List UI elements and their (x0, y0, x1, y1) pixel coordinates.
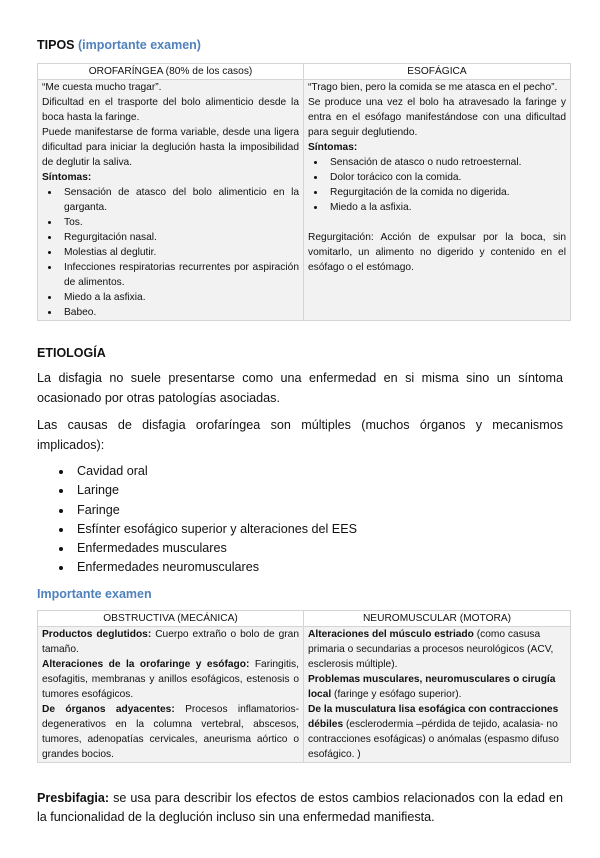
definition: Regurgitación: Acción de expulsar por la boca, sin vomitarlo, un alimento no digerido y contenido en el esófago o el estómago. (308, 232, 566, 273)
description: se usa para describir los efectos de estos cambios relacionados con la edad en la funcionalidad de la deglución incluso sin una enfermedad manifiesta. (37, 790, 563, 825)
paragraph: Puede manifestarse de forma variable, desde una ligera dificultad para iniciar la deglución hasta la imposibilidad de deglutir la saliva. (42, 127, 299, 168)
cell-obstructiva (38, 626, 304, 762)
list-item: • Miedo a la asfixia. (326, 200, 566, 215)
causes-list (37, 462, 563, 578)
term: Alteraciones de la orofaringe y esófago: (42, 658, 250, 670)
term: De la musculatura lisa esofágica con contracciones débiles (308, 703, 559, 730)
list-item: • Sensación de atasco o nudo retroesternal. (326, 155, 566, 170)
quote: “Trago bien, pero la comida se me atasca en el pecho”. (308, 82, 558, 93)
term: Alteraciones del músculo estriado (308, 628, 474, 640)
header-neuromuscular: NEUROMUSCULAR (MOTORA) (304, 610, 571, 626)
list-item: • Laringe (73, 481, 563, 500)
symptoms-label: Síntomas: (42, 172, 92, 183)
quote: “Me cuesta mucho tragar”. (42, 82, 162, 93)
term: De órganos adyacentes: (42, 703, 175, 715)
paragraph: La disfagia no suele presentarse como una enfermedad en si misma sino un síntoma ocasionado por otras patologías asociadas. (37, 371, 563, 405)
description: Cuerpo extraño o bolo de gran tamaño. (42, 628, 299, 655)
list-item: • Enfermedades musculares (73, 539, 563, 558)
heading-note: (importante examen) (78, 38, 201, 52)
cell-orofaringea (38, 80, 304, 321)
description: (como casusa primaria o secundarias a procesos neurológicos (ACV, esclerosis múltiple). (308, 628, 554, 670)
important-heading: Importante examen (37, 586, 152, 601)
header-obstructiva: OBSTRUCTIVA (MECÁNICA) (38, 610, 304, 626)
description: Faringitis, esofagitis, membranas y anillos esofágicos, estenosis o tumores esofágicos. (42, 658, 299, 700)
paragraph: Dificultad en el trasporte del bolo alimenticio desde la boca hasta la faringe. (42, 97, 299, 123)
list-item: • Faringe (73, 501, 563, 520)
symptoms-list (42, 185, 299, 320)
list-item: • Enfermedades neuromusculares (73, 558, 563, 577)
list-item: • Infecciones respiratorias recurrentes por aspiración de alimentos. (60, 260, 299, 290)
header-orofaringea: OROFARÍNGEA (80% de los casos) (38, 64, 304, 80)
list-item: • Regurgitación de la comida no digerida. (326, 185, 566, 200)
list-item: • Babeo. (60, 305, 299, 320)
symptoms-list (308, 155, 566, 215)
list-item: • Esfínter esofágico superior y alteraciones del EES (73, 520, 563, 539)
term: Productos deglutidos: (42, 628, 152, 640)
list-item: • Dolor torácico con la comida. (326, 170, 566, 185)
paragraph: Se produce una vez el bolo ha atravesado la faringe y entra en el esófago manifestándose con una dificultad para seguir deglutiendo. (308, 97, 566, 138)
list-item: • Tos. (60, 215, 299, 230)
description: (faringe y esófago superior). (331, 688, 462, 700)
list-item: • Molestias al deglutir. (60, 245, 299, 260)
causes-table (37, 610, 571, 763)
cell-esofagica (304, 80, 571, 321)
term: Presbifagia: (37, 790, 110, 805)
list-item: • Miedo a la asfixia. (60, 290, 299, 305)
etiologia-body (37, 369, 563, 578)
symptoms-label: Síntomas: (308, 142, 358, 153)
description: Procesos inflamatorios-degenerativos en la columna vertebral, abscesos, tumores, adenopatías cervicales, aneurisma aórtico o grandes bocios. (42, 703, 299, 760)
types-table (37, 63, 571, 321)
heading-text: TIPOS (37, 38, 75, 52)
paragraph: Las causas de disfagia orofaríngea son múltiples (muchos órganos y mecanismos implicados): (37, 418, 563, 452)
section-heading-tipos (37, 37, 570, 53)
list-item: • Sensación de atasco del bolo alimenticio en la garganta. (60, 185, 299, 215)
description: (esclerodermia –pérdida de tejido, acalasia- no contracciones esofágicas) o anómalas (espasmo difuso esofágico. ) (308, 718, 559, 760)
section-heading-etiologia: ETIOLOGÍA (37, 346, 106, 360)
list-item: • Regurgitación nasal. (60, 230, 299, 245)
cell-neuromuscular (304, 626, 571, 762)
presbifagia-paragraph (37, 789, 563, 828)
term: Problemas musculares, neuromusculares o cirugía local (308, 673, 556, 700)
header-esofagica: ESOFÁGICA (304, 64, 571, 80)
list-item: • Cavidad oral (73, 462, 563, 481)
